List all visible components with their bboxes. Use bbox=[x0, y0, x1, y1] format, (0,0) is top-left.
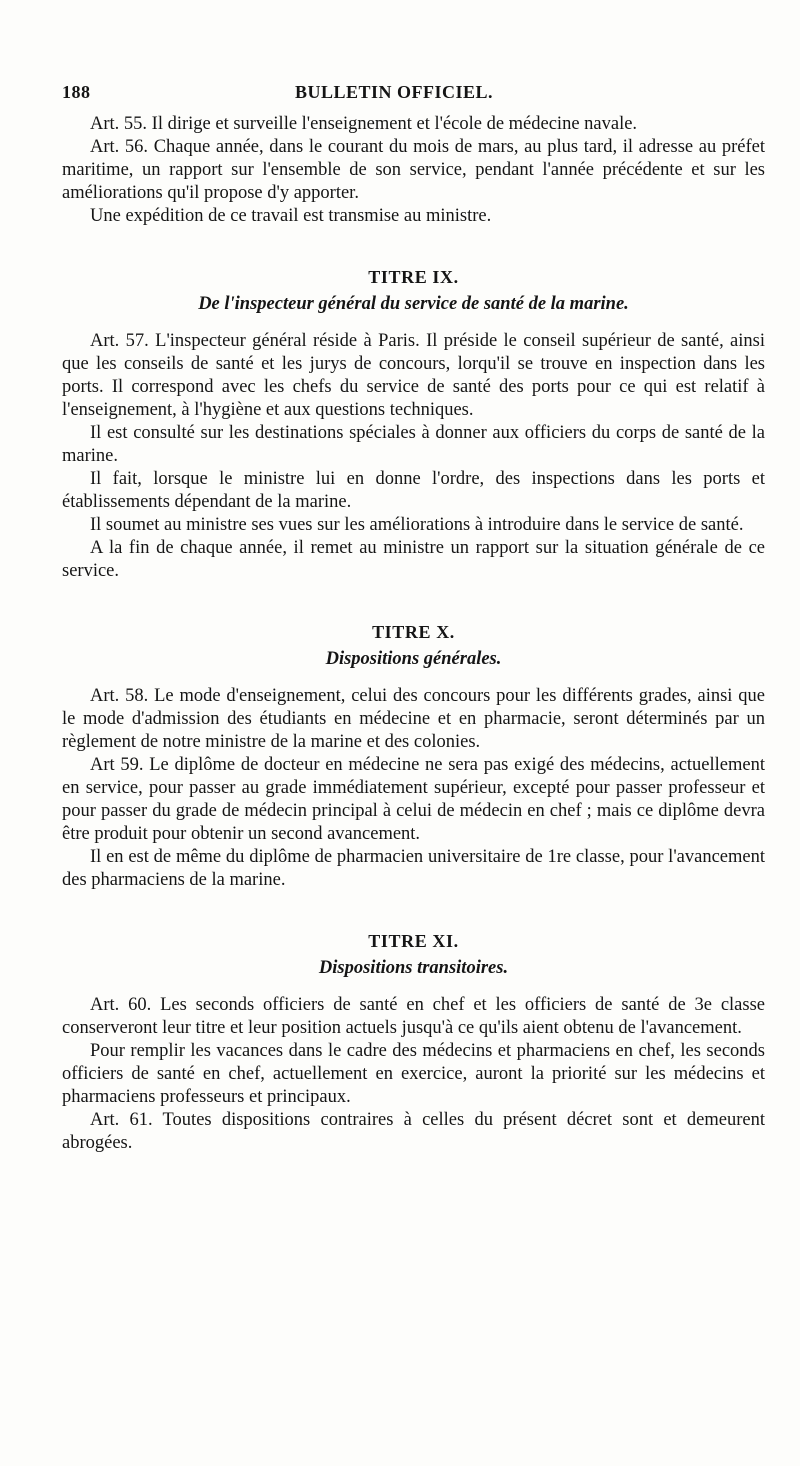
page-number: 188 bbox=[62, 82, 91, 102]
titre-x-subtitle: Dispositions générales. bbox=[325, 649, 502, 669]
article-58: Art. 58. Le mode d'enseignement, celui des concours pour les différents grades, ainsi que le mode d'admission des étudiants en médecine et en pharmacie, seront déterminés par un règlement de notre ministre de la marine et des colonies. bbox=[62, 686, 765, 752]
running-head bbox=[62, 82, 772, 108]
article-57-paragraph-3: Il fait, lorsque le ministre lui en donne l'ordre, des inspections dans les ports et établissements dépendant de la marine. bbox=[62, 469, 765, 512]
article-57-paragraph-5: A la fin de chaque année, il remet au ministre un rapport sur la situation générale de ce service. bbox=[62, 538, 765, 581]
running-title: BULLETIN OFFICIEL. bbox=[294, 82, 494, 102]
body-text bbox=[62, 113, 765, 1155]
article-61: Art. 61. Toutes dispositions contraires à celles du présent décret sont et demeurent abrogées. bbox=[62, 1110, 765, 1153]
titre-xi-heading: TITRE XI. bbox=[368, 931, 459, 951]
titre-ix-subtitle: De l'inspecteur général du service de santé de la marine. bbox=[198, 294, 629, 314]
titre-ix-heading: TITRE IX. bbox=[368, 267, 459, 287]
titre-xi-subtitle: Dispositions transitoires. bbox=[318, 958, 509, 978]
article-55: Art. 55. Il dirige et surveille l'enseignement et l'école de médecine navale. bbox=[90, 114, 638, 134]
article-56-paragraph: Une expédition de ce travail est transmise au ministre. bbox=[90, 206, 492, 226]
titre-x-heading: TITRE X. bbox=[372, 622, 455, 642]
article-56: Art. 56. Chaque année, dans le courant du mois de mars, au plus tard, il adresse au préfet maritime, un rapport sur l'ensemble de son service, pendant l'année précédente et sur les améliorations qu'il propose d'y apporter. bbox=[62, 137, 765, 203]
article-57-paragraph-4: Il soumet au ministre ses vues sur les améliorations à introduire dans le service de santé. bbox=[90, 515, 744, 535]
article-57: Art. 57. L'inspecteur général réside à Paris. Il préside le conseil supérieur de santé, ainsi que les conseils de santé et les jurys de concours, lorqu'il se trouve en inspection dans les ports. Il correspond avec les chefs du service de santé des ports pour ce qui est relatif à l'enseignement, à l'hygiène et aux questions techniques. bbox=[62, 331, 765, 420]
article-59-paragraph-2: Il en est de même du diplôme de pharmacien universitaire de 1re classe, pour l'avancement des pharmaciens de la marine. bbox=[62, 847, 765, 890]
article-57-paragraph-2: Il est consulté sur les destinations spéciales à donner aux officiers du corps de santé de la marine. bbox=[62, 423, 765, 466]
article-59: Art 59. Le diplôme de docteur en médecine ne sera pas exigé des médecins, actuellement en service, pour passer au grade immédiatement supérieur, excepté pour passer professeur et pour passer du grade de médecin principal à celui de médecin en chef ; mais ce diplôme devra être produit pour obtenir un second avancement. bbox=[62, 755, 765, 844]
article-60-paragraph-2: Pour remplir les vacances dans le cadre des médecins et pharmaciens en chef, les seconds officiers de santé en chef, actuellement en exercice, auront la priorité sur les médecins et pharmaciens professeurs et principaux. bbox=[62, 1041, 765, 1107]
article-60: Art. 60. Les seconds officiers de santé en chef et les officiers de santé de 3e classe conserveront leur titre et leur position actuels jusqu'à ce qu'ils aient obtenu de l'avancement. bbox=[62, 995, 765, 1038]
